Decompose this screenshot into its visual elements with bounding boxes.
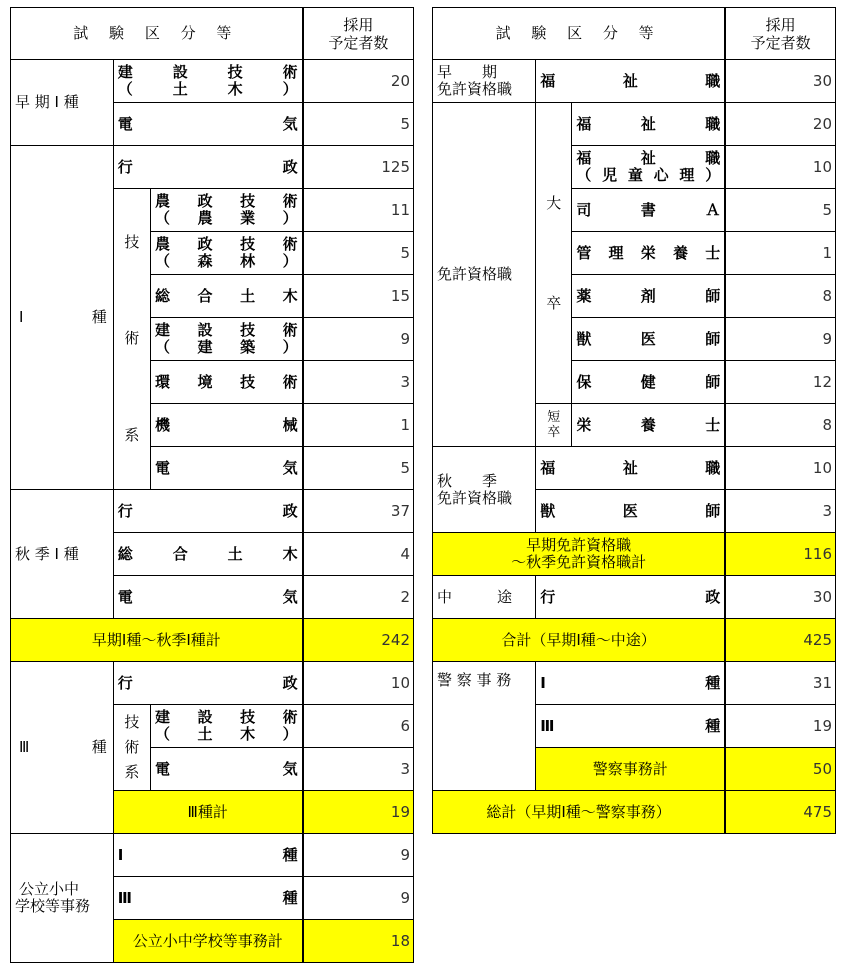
row-label-line1: 農 政 技 術 [155, 235, 298, 253]
row-label: 保 健 師 [572, 361, 725, 404]
short-char: 短 [547, 410, 561, 425]
row-label-line2: （ 土 木 ） [155, 725, 298, 743]
header-category: 試 験 区 分 等 [433, 8, 726, 60]
subtotal-label: 警察事務計 [536, 748, 725, 791]
group-line2: 学校等事務 [15, 897, 91, 915]
group-police: 警 察 事 務 [433, 662, 536, 791]
row-count: 125 [303, 146, 414, 189]
row-count: 15 [303, 275, 414, 318]
subtotal-count: 19 [303, 791, 414, 834]
header-count-line2: 予定者数 [328, 33, 389, 52]
row-label: 電 気 [151, 447, 303, 490]
row-count: 5 [303, 447, 414, 490]
row-count: 9 [725, 318, 835, 361]
group-kind-1 [11, 146, 114, 490]
license-total-line1: 早期免許資格職 [526, 536, 632, 554]
row-label: 電 気 [113, 103, 302, 146]
row-count: 8 [725, 404, 835, 447]
tech-char: 技 [124, 712, 140, 731]
row-label: 環 境 技 術 [151, 361, 303, 404]
group-line1: 早 期 [437, 63, 498, 81]
row-count: 9 [303, 834, 414, 877]
group-line2: 免許資格職 [437, 80, 513, 98]
row-count: 2 [303, 576, 414, 619]
row-label [113, 60, 302, 103]
license-total-label [433, 533, 726, 576]
subtotal-count: 50 [725, 748, 835, 791]
row-count: 5 [725, 189, 835, 232]
tech-char: 術 [124, 329, 140, 348]
row-count: 20 [725, 103, 835, 146]
row-label-line2: （ 土 木 ） [117, 80, 298, 98]
right-table [432, 7, 836, 834]
row-label-line2: （ 森 林 ） [155, 252, 298, 270]
row-count: 19 [725, 705, 835, 748]
row-label: 機 械 [151, 404, 303, 447]
row-label: 行 政 [113, 662, 302, 705]
row-label-line2: （ 建 築 ） [155, 338, 298, 356]
group-early-license [433, 60, 536, 103]
tech-char: 術 [124, 737, 140, 756]
row-label [151, 189, 303, 232]
row-count: 4 [303, 533, 414, 576]
row-count: 9 [303, 318, 414, 361]
row-label: 薬 剤 師 [572, 275, 725, 318]
header-count [303, 8, 414, 60]
row-label: 司 書 Ａ [572, 189, 725, 232]
row-label: 行 政 [113, 146, 302, 189]
univ-char: 卒 [546, 293, 562, 312]
header-count [725, 8, 835, 60]
row-label: 栄 養 士 [572, 404, 725, 447]
grand-total-label: 総計（早期Ⅰ種～警察事務） [433, 791, 726, 834]
row-label: 獣 医 師 [572, 318, 725, 361]
total-count: 425 [725, 619, 835, 662]
header-category: 試 験 区 分 等 [11, 8, 303, 60]
row-count: 11 [303, 189, 414, 232]
total-count: 242 [303, 619, 414, 662]
row-label [151, 232, 303, 275]
tech-char: 系 [124, 763, 140, 782]
subtotal-count: 18 [303, 920, 414, 963]
group-line1: 秋 季 [437, 471, 498, 490]
short-char: 卒 [547, 425, 561, 440]
row-count: 1 [303, 404, 414, 447]
group-autumn-1: 秋 季 Ⅰ 種 [11, 490, 114, 619]
row-count: 1 [725, 232, 835, 275]
row-label: 管 理 栄 養 士 [572, 232, 725, 275]
group-line1: 公立小中 [19, 880, 80, 898]
group-early-1: 早 期 Ⅰ 種 [11, 60, 114, 146]
row-label: 福 祉 職 [572, 103, 725, 146]
subtotal-label: 公立小中学校等事務計 [113, 920, 302, 963]
header-count-line1: 採用 [765, 15, 796, 34]
tech-char: 技 [124, 232, 140, 251]
license-total-line2: ～秋季免許資格職計 [511, 553, 647, 571]
row-count: 6 [303, 705, 414, 748]
tech-group-label [113, 189, 150, 490]
row-label-line1: 建 設 技 術 [155, 321, 298, 339]
total-label: 早期Ⅰ種～秋季Ⅰ種計 [11, 619, 303, 662]
row-count: 10 [303, 662, 414, 705]
row-label-line2: （児童心理） [576, 166, 721, 184]
row-count: 30 [725, 60, 835, 103]
short-label [536, 404, 572, 447]
row-count: 12 [725, 361, 835, 404]
group-kind-1-a: Ⅰ [19, 308, 24, 326]
row-count: 37 [303, 490, 414, 533]
left-table [10, 7, 414, 963]
row-label-line1: 建 設 技 術 [155, 708, 298, 726]
row-count: 3 [303, 361, 414, 404]
row-label-line1: 建 設 技 術 [117, 63, 298, 81]
group-kind-1-b: 種 [91, 308, 107, 326]
row-label: 行 政 [536, 576, 725, 619]
grand-total-count: 475 [725, 791, 835, 834]
group-kind-3-b: 種 [91, 738, 107, 756]
row-label: Ⅰ 種 [536, 662, 725, 705]
row-count: 3 [303, 748, 414, 791]
group-kind-3-a: Ⅲ [19, 738, 30, 756]
row-label: 福 祉 職 [536, 60, 725, 103]
row-label: Ⅰ 種 [113, 834, 302, 877]
row-label: 獣 医 師 [536, 490, 725, 533]
row-count: 30 [725, 576, 835, 619]
header-count-line1: 採用 [343, 15, 374, 34]
row-count: 5 [303, 232, 414, 275]
univ-label [536, 103, 572, 404]
row-label: Ⅲ 種 [113, 877, 302, 920]
row-label: 電 気 [113, 576, 302, 619]
row-count: 8 [725, 275, 835, 318]
group-line2: 免許資格職 [437, 488, 513, 507]
row-count: 5 [303, 103, 414, 146]
row-count: 20 [303, 60, 414, 103]
tech-group-label [113, 705, 150, 791]
group-kind-3 [11, 662, 114, 834]
row-label: 総 合 土 木 [151, 275, 303, 318]
row-count: 3 [725, 490, 835, 533]
univ-char: 大 [546, 193, 562, 212]
row-label [572, 146, 725, 189]
subtotal-label: Ⅲ種計 [113, 791, 302, 834]
row-count: 10 [725, 447, 835, 490]
group-license: 免許資格職 [433, 103, 536, 447]
row-label [151, 318, 303, 361]
header-count-line2: 予定者数 [750, 33, 811, 52]
group-autumn-license [433, 447, 536, 533]
row-label: Ⅲ 種 [536, 705, 725, 748]
row-label-line1: 福 祉 職 [576, 149, 721, 167]
group-public-school [11, 834, 114, 963]
row-count: 10 [725, 146, 835, 189]
row-label-line1: 農 政 技 術 [155, 192, 298, 210]
row-count: 9 [303, 877, 414, 920]
row-label: 行 政 [113, 490, 302, 533]
row-count: 31 [725, 662, 835, 705]
license-total-count: 116 [725, 533, 835, 576]
tech-char: 系 [124, 426, 140, 445]
row-label-line2: （ 農 業 ） [155, 209, 298, 227]
row-label: 福 祉 職 [536, 447, 725, 490]
row-label: 総 合 土 木 [113, 533, 302, 576]
group-midcareer: 中 途 [433, 576, 536, 619]
row-label [151, 705, 303, 748]
total-label: 合計（早期Ⅰ種～中途） [433, 619, 726, 662]
row-label: 電 気 [151, 748, 303, 791]
